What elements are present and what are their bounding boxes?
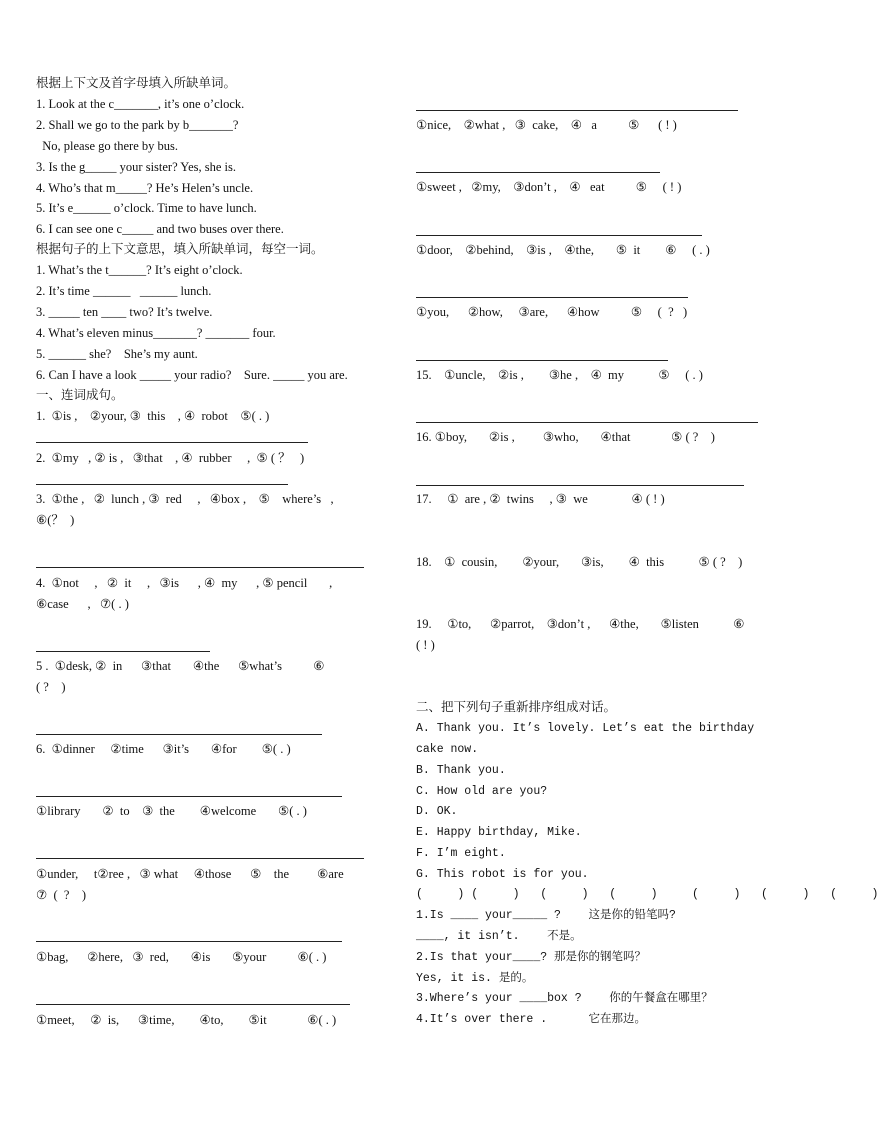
dialog-line: C. How old are you? [416, 785, 548, 798]
word-order-item: 1. ①is , ②your, ③ this , ④ robot ⑤( . ) [36, 409, 270, 423]
translation-line: 4.It’s over there . 它在那边。 [416, 1013, 647, 1026]
answer-line [416, 110, 738, 111]
answer-line [416, 422, 758, 423]
word-order-item-cont: ⑥case , ⑦( . ) [36, 597, 129, 611]
answer-line [36, 484, 288, 485]
question-line: 5. ______ she? She’s my aunt. [36, 347, 198, 361]
question-line: 2. Shall we go to the park by b_______? [36, 118, 239, 132]
word-order-item: 3. ①the , ② lunch , ③ red , ④box , ⑤ where’s , [36, 492, 334, 506]
word-order-item: 17. ① are , ② twins , ③ we ④ ( ! ) [416, 492, 665, 506]
answer-line [36, 796, 342, 797]
translation-line: ____, it isn’t. 不是。 [416, 930, 582, 943]
word-order-item: ①nice, ②what , ③ cake, ④ a ⑤ ( ! ) [416, 118, 677, 132]
word-order-item: ①library ② to ③ the ④welcome ⑤( . ) [36, 804, 307, 818]
word-order-item: 15. ①uncle, ②is , ③he , ④ my ⑤ ( . ) [416, 368, 703, 382]
answer-line [36, 941, 342, 942]
answer-line [36, 858, 364, 859]
dialog-line: D. OK. [416, 805, 458, 818]
answer-line [36, 1004, 350, 1005]
question-line: 2. It’s time ______ ______ lunch. [36, 284, 212, 298]
question-line: No, please go there by bus. [36, 139, 178, 153]
word-order-item: 4. ①not , ② it , ③is , ④ my , ⑤ pencil , [36, 576, 333, 590]
question-line: 1. Look at the c_______, it’s one o’clock. [36, 97, 245, 111]
dialog-line: F. I’m eight. [416, 847, 506, 860]
answer-line [416, 297, 688, 298]
dialog-line: cake now. [416, 743, 479, 756]
word-order-item: 5 . ①desk, ② in ③that ④the ⑤what’s ⑥ [36, 659, 325, 673]
answer-line [36, 734, 322, 735]
word-order-item-cont: ⑥(？ ) [36, 513, 75, 527]
answer-line [416, 235, 702, 236]
question-line: 1. What’s the t______? It’s eight o’clock. [36, 263, 243, 277]
question-line: 3. Is the g_____ your sister? Yes, she is. [36, 160, 236, 174]
dialog-line: A. Thank you. It’s lovely. Let’s eat the birthday [416, 722, 755, 735]
word-order-item: ①you, ②how, ③are, ④how ⑤ ( ? ) [416, 305, 688, 319]
translation-line: Yes, it is. 是的。 [416, 972, 534, 985]
question-line: 5. It’s e______ o’clock. Time to have lunch. [36, 201, 257, 215]
word-order-item: 19. ①to, ②parrot, ③don’t , ④the, ⑤listen ⑥ [416, 617, 745, 631]
word-order-item-cont: ⑦ ( ? ) [36, 888, 87, 902]
answer-line [416, 485, 744, 486]
answer-line [36, 567, 364, 568]
word-order-item: ①sweet , ②my, ③don’t , ④ eat ⑤ ( ! ) [416, 180, 682, 194]
word-order-item-cont: ( ! ) [416, 638, 435, 652]
dialog-line: G. This robot is for you. [416, 868, 589, 881]
word-order-item: ①door, ②behind, ③is , ④the, ⑤ it ⑥ ( . ) [416, 243, 710, 257]
question-line: 4. Who’s that m_____? He’s Helen’s uncle. [36, 181, 254, 195]
translation-line: 2.Is that your____? 那是你的钢笔吗？ [416, 951, 647, 964]
word-order-item: 16. ①boy, ②is , ③who, ④that ⑤ ( ? ) [416, 430, 715, 444]
word-order-item-cont: ( ? ) [36, 680, 66, 694]
translation-line: 1.Is ____ your_____ ? 这是你的铅笔吗? [416, 909, 676, 922]
answer-line [416, 172, 660, 173]
question-line: 6. Can I have a look _____ your radio? Sure. _____ you are. [36, 368, 348, 382]
word-order-item: 6. ①dinner ②time ③it’s ④for ⑤( . ) [36, 742, 291, 756]
word-order-item: 2. ①my , ② is , ③that , ④ rubber , ⑤ ( ？ ) [36, 451, 305, 465]
section-title-context: 根据句子的上下文意思，填入所缺单词，每空一词。 [36, 242, 324, 256]
order-answer-brackets: ( ) ( ) ( ) ( ) ( ) ( ) ( ) [416, 888, 878, 901]
word-order-item: 18. ① cousin, ②your, ③is, ④ this ⑤ ( ? ) [416, 555, 743, 569]
question-line: 6. I can see one c_____ and two buses over there. [36, 222, 284, 236]
section-title-sentence-building: 一、连词成句。 [36, 388, 124, 402]
dialog-line: E. Happy birthday, Mike. [416, 826, 582, 839]
answer-line [36, 442, 308, 443]
word-order-item: ①under, t②ree , ③ what ④those ⑤ the ⑥are [36, 867, 344, 881]
section-title-dialog: 二、把下列句子重新排序组成对话。 [416, 700, 617, 714]
translation-line: 3.Where’s your ____box ? 你的午餐盒在哪里？ [416, 992, 713, 1005]
word-order-item: ①meet, ② is, ③time, ④to, ⑤it ⑥( . ) [36, 1013, 337, 1027]
question-line: 3. _____ ten ____ two? It’s twelve. [36, 305, 213, 319]
answer-line [36, 651, 210, 652]
question-line: 4. What’s eleven minus_______? _______ four. [36, 326, 276, 340]
dialog-line: B. Thank you. [416, 764, 506, 777]
answer-line [416, 360, 668, 361]
word-order-item: ①bag, ②here, ③ red, ④is ⑤your ⑥( . ) [36, 950, 327, 964]
section-title-initial-letter: 根据上下文及首字母填入所缺单词。 [36, 76, 237, 90]
